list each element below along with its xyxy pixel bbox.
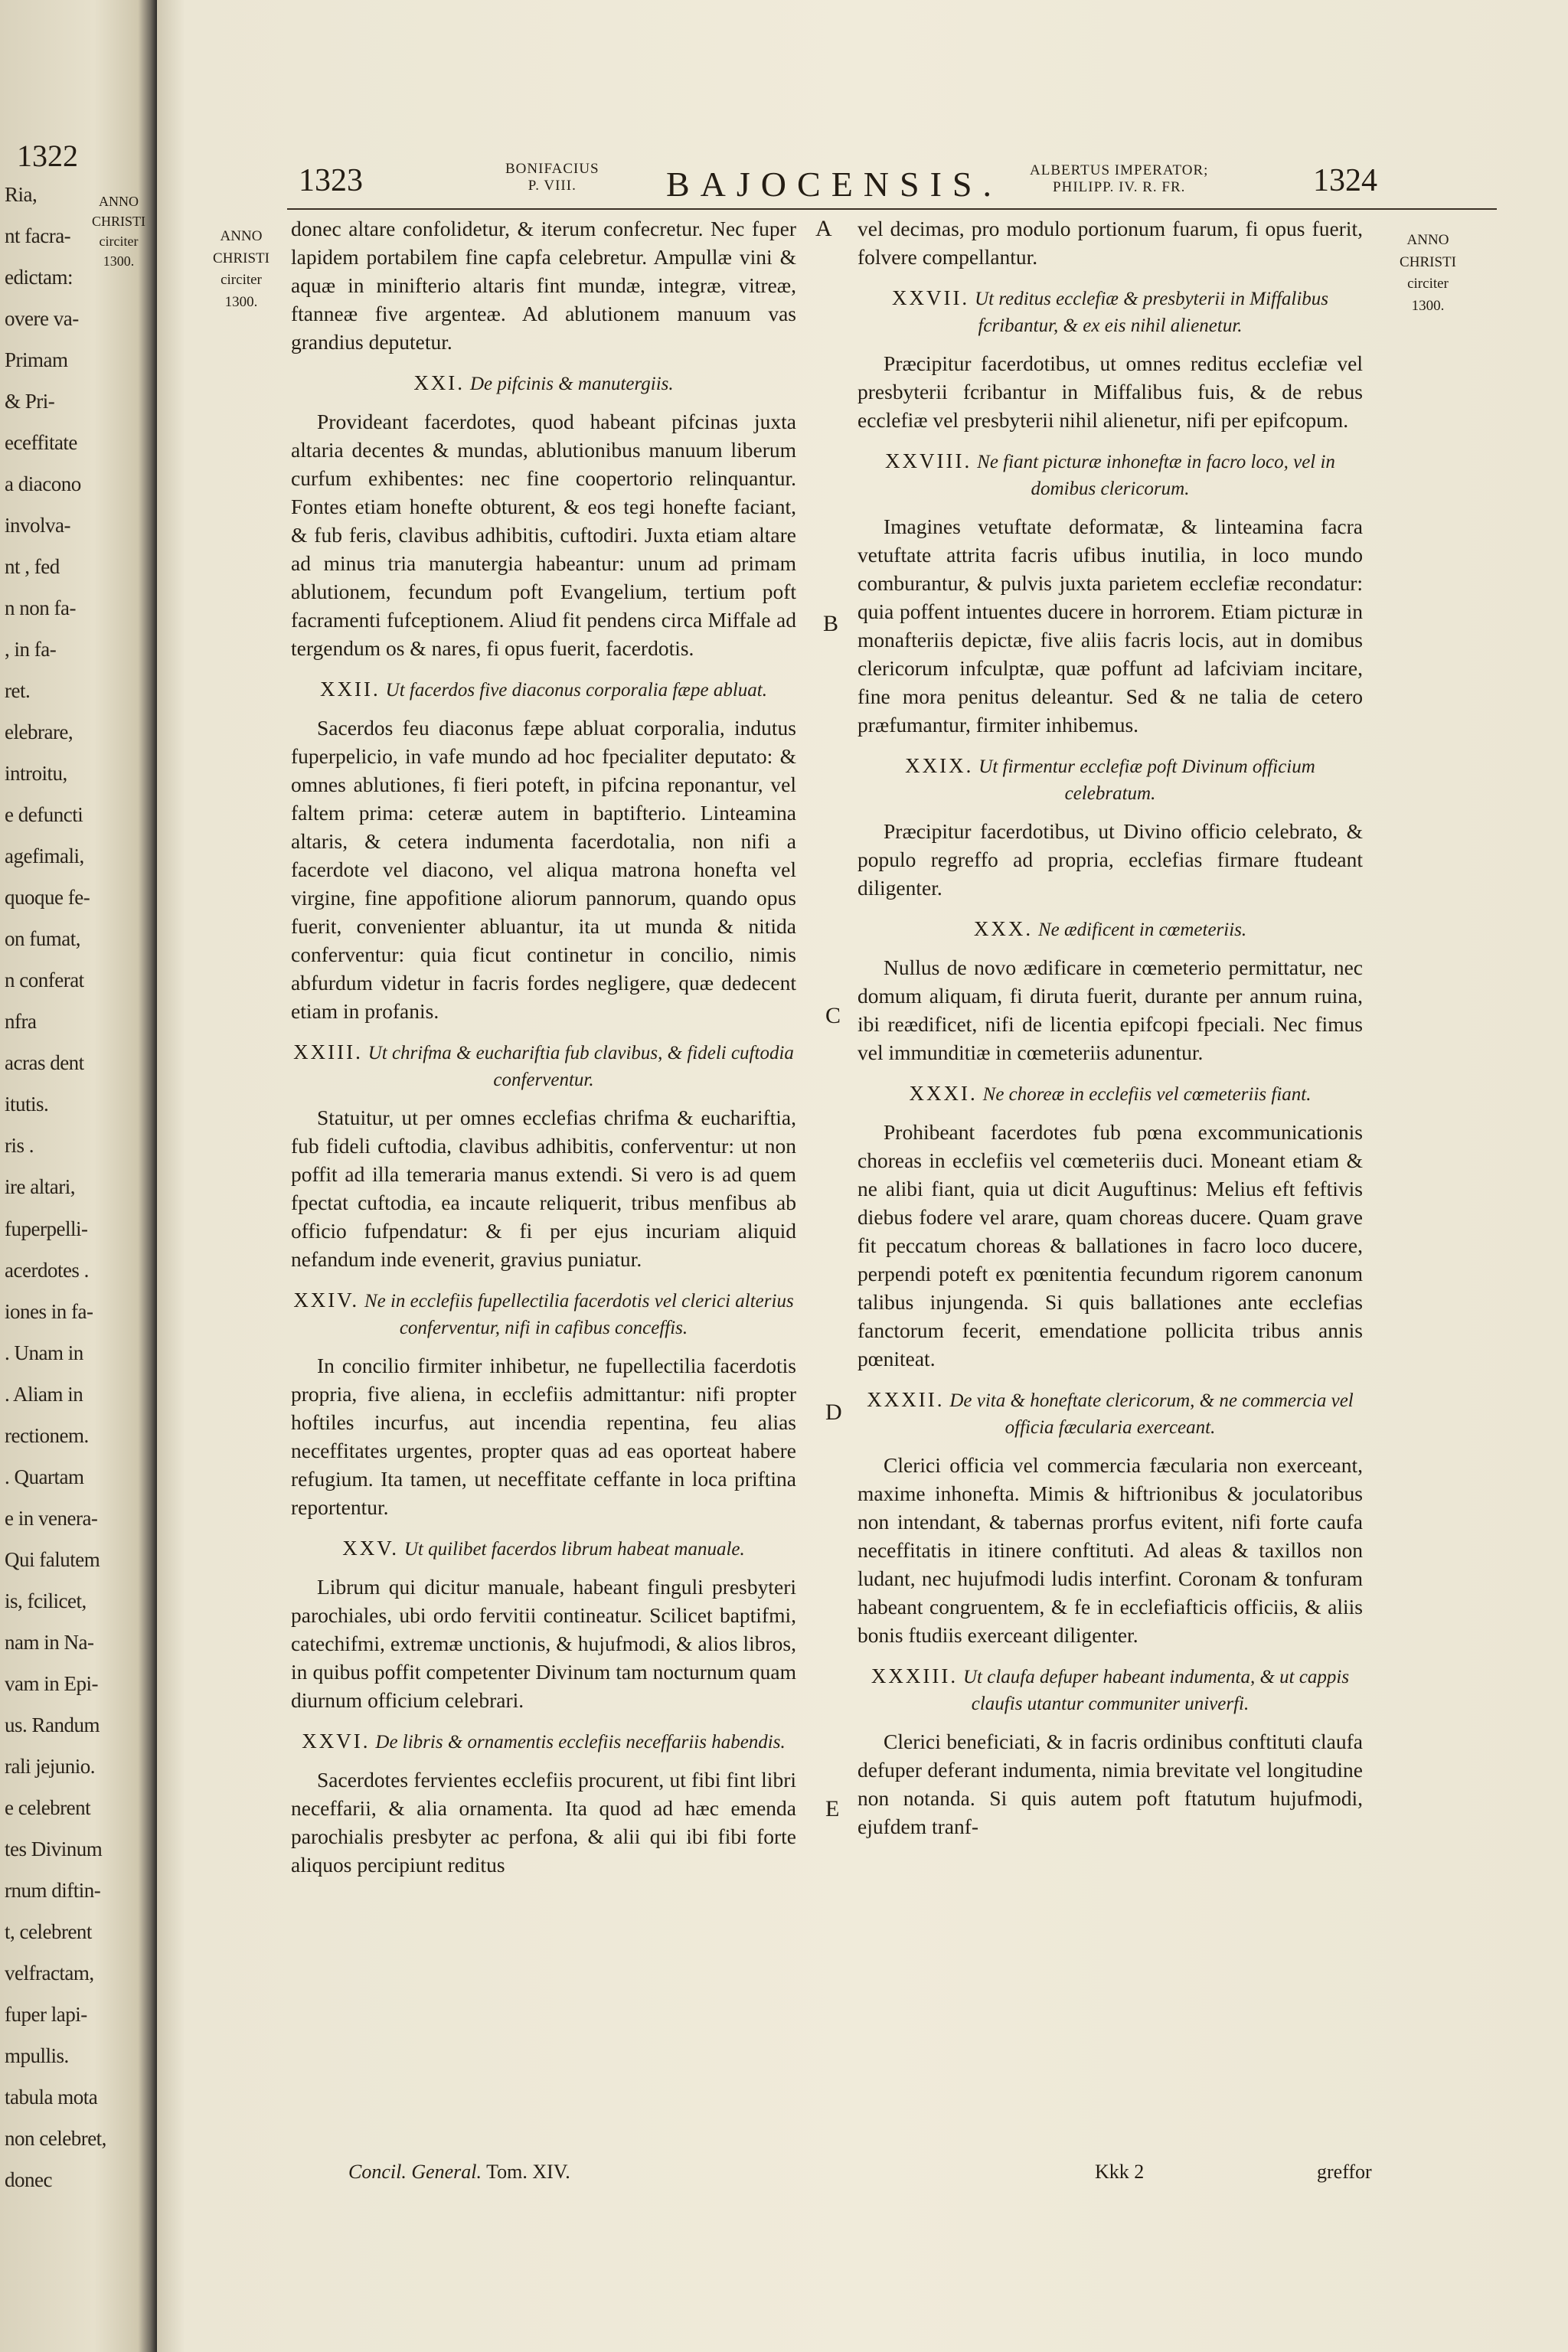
left-page-fragment-line: acerdotes . <box>5 1258 89 1282</box>
left-page-fragment-line: eceffitate <box>5 431 77 455</box>
anno-line: 1300. <box>224 293 258 310</box>
chapter-number: XXI. <box>413 371 466 394</box>
left-page-fragment-line: vam in Epi- <box>5 1671 98 1695</box>
anno-line: CHRISTI <box>1400 253 1456 270</box>
chapter-number: XXIII. <box>293 1040 363 1063</box>
left-page-fragment-line: mpullis. <box>5 2043 69 2067</box>
footer-tom: Tom. XIV. <box>486 2161 570 2183</box>
chapter-number: XXIX. <box>905 754 974 777</box>
footer-concil: Concil. General. <box>348 2161 482 2183</box>
header-albertus-line: ALBERTUS IMPERATOR; <box>1030 162 1209 178</box>
left-page-fragment-line: t, celebrent <box>5 1919 92 1943</box>
paragraph: Prohibeant facerdotes fub pœna excommunicationis choreas in ecclefiis vel cœmeteriis duci. Moneant etiam & ne alibi fiant, quia ut dicit Auguftinus: Melius eft feftivis diebus fodere vel arare, quam choreas ducere. Quam grave fit peccatum choreas & ballationes in facro loco ducere, perpendi poteft ex pœnitentia fecundum rigorem canonum talibus injungenda. Si quis ballationes ante ecclefias fanctorum fecerit, emendatione pollicita tribus annis pœniteat. <box>858 1120 1363 1370</box>
paragraph: donec altare confolidetur, & iterum confecretur. Nec fuper lapidem portabilem fine capfa celebretur. Ampullæ vini & aquæ in minifterio altaris fint mundæ, integræ, vitreæ, ftanneæ five argenteæ. Ad ablutionem manuum vas grandius deputetur. <box>291 217 796 354</box>
left-page-fragment-line: iones in fa- <box>5 1299 93 1323</box>
anno-line: ANNO <box>1406 232 1449 248</box>
paragraph: In concilio firmiter inhibetur, ne fupellectilia facerdotis propria, five aliena, in ecclefiis admittantur: nifi propter hoftiles incurfus, aut incendia repentina, feu alias neceffitates urgentes, propter quas ad eas oporteat habere refugium. Ita tamen, ut neceffitate ceffante in loca priftina reportentur. <box>291 1354 796 1519</box>
margin-letter-b: B <box>823 611 839 636</box>
header-bonifacius <box>505 161 599 194</box>
paragraph: Sacerdos feu diaconus fæpe abluat corporalia, indutus fuperpelicio, in vafe mundo ad hoc fpecialiter deputato: & omnes ablutiones, fi fieri poteft, in pifcina reponantur, vel faltem prima: ceteræ autem in baptifterio. Linteamina altaris, & cetera indumenta facerdotalia, non nifi a facerdote vel diacono, vel aliqua matrona honefta vel virgine, fine appofitione aliorum pannorum, quando opus fuerit, convenienter abluantur, ita ut munda & nitida conferventur: quia ficut continetur in concilio, nimis abfurdum videtur in facris fordes negligere, quæ dedecent etiam in profanis. <box>291 716 796 1023</box>
chapter-number: XXXII. <box>867 1388 945 1411</box>
left-page-fragment-line: tabula mota <box>5 2085 98 2109</box>
chapter-heading-31 <box>858 1080 1363 1107</box>
left-page-fragment-line: introitu, <box>5 762 67 786</box>
chapter-number: XXIV. <box>293 1289 360 1312</box>
chapter-title: De libris & ornamentis ecclefiis neceffariis habendis. <box>375 1732 786 1753</box>
left-anno-line: CHRISTI <box>91 214 145 230</box>
left-page-fragment-line: e celebrent <box>5 1795 91 1819</box>
left-page-fragment-line: . Aliam in <box>5 1382 83 1406</box>
chapter-heading-28 <box>858 448 1363 501</box>
left-anno-line: 1300. <box>103 253 135 270</box>
header-albertus <box>1030 162 1208 196</box>
page-number-left: 1323 <box>299 163 363 198</box>
left-page-fragment-line: edictam: <box>5 266 73 289</box>
left-page-fragment-line: agefimali, <box>5 844 84 868</box>
page-number-right: 1324 <box>1313 163 1377 198</box>
left-page-fragment-line: nam in Na- <box>5 1630 94 1654</box>
chapter-title: Ut firmentur ecclefiæ poft Divinum officium celebratum. <box>978 756 1315 804</box>
left-page-fragment-line: e defuncti <box>5 803 83 827</box>
chapter-number: XXVII. <box>891 286 970 309</box>
left-page-fragment-line: involva- <box>5 514 70 537</box>
chapter-title: Ne choreæ in ecclefiis vel cœmeteriis fiant. <box>982 1084 1312 1105</box>
left-page-fragment-line: ret. <box>5 679 31 703</box>
chapter-number: XXII. <box>320 678 381 701</box>
margin-letter-e: E <box>825 1796 840 1821</box>
left-page-fragment-line: nfra <box>5 1010 37 1034</box>
left-page-fragment-line: Ria, <box>5 183 38 206</box>
chapter-heading-32 <box>858 1387 1363 1440</box>
paragraph: vel decimas, pro modulo portionum fuarum, fi opus fuerit, folvere compellantur. <box>858 217 1363 269</box>
paragraph: Præcipitur facerdotibus, ut omnes reditus ecclefiæ vel presbyterii fcribantur in Miffalibus fuis, & de rebus ecclefiæ vel presbyterii nihil alienetur, nifi per epifcopum. <box>858 351 1363 432</box>
left-page-fragment-line: & Pri- <box>5 390 55 413</box>
paragraph: Nullus de novo ædificare in cœmeterio permittatur, nec domum aliquam, fi diruta fuerit, durante per annum ruina, ibi reædificet, nifi de licentia epifcopi fpeciali. Nec fimus vel immunditiæ in cœmeteriis adunentur. <box>858 956 1363 1064</box>
left-page-fragment-line: non celebret, <box>5 2126 106 2150</box>
chapter-heading-33 <box>858 1663 1363 1717</box>
left-page-edge <box>0 0 157 2352</box>
chapter-heading-25 <box>291 1535 796 1562</box>
paragraph: Clerici beneficiati, & in facris ordinibus conftituti claufa defuper deferant indumenta, nimia brevitate vel longitudine non notanda. Si quis autem poft ftatutum hujufmodi, ejufdem tranf- <box>858 1730 1363 1838</box>
chapter-heading-22 <box>291 676 796 703</box>
margin-letter-c: C <box>825 1003 841 1028</box>
right-page <box>157 0 1568 2352</box>
chapter-heading-27 <box>858 285 1363 338</box>
chapter-number: XXVIII. <box>885 449 972 472</box>
chapter-heading-29 <box>858 753 1363 806</box>
left-page-fragment-line: overe va- <box>5 307 79 331</box>
paragraph: Præcipitur facerdotibus, ut Divino officio celebrato, & populo regreffo ad propria, ecclefias firmare ftudeant diligenter. <box>858 819 1363 900</box>
paragraph: Statuitur, ut per omnes ecclefias chrifma & euchariftia, fub fideli cuftodia, clavibus adhibitis, conferventur: ut non poffit ad illa temeraria manus extendi. Si vero is ad quem fpectat cuftodia, ea incaute reliquerit, tribus menfibus ab officio fufpendatur: & fi per ejus incuriam aliquid nefandum inde evenerit, gravius puniatur. <box>291 1106 796 1271</box>
left-page-fragment-line: elebrare, <box>5 720 74 744</box>
left-page-fragment-line: itutis. <box>5 1093 49 1116</box>
anno-line: ANNO <box>220 228 263 244</box>
chapter-number: XXXI. <box>909 1082 978 1105</box>
left-page-number: 1322 <box>17 139 78 173</box>
chapter-heading-23 <box>291 1039 796 1093</box>
paragraph: Imagines vetuftate deformatæ, & linteamina facra vetuftate attrita facris ufibus inutilia, in loco mundo comburantur, & pulvis juxta parietem ecclefiæ recondatur: quia poffent intuentes ducere in horrorem. Etiam picturæ in monafteriis depictæ, five aliis facris locis, aut in domibus clericorum infculptæ, quæ poffunt ad lafciviam incitare, fine mora penitus deleantur. Sed & ne talia de cetero præfumantur, firmiter inhibemus. <box>858 514 1363 737</box>
header-bonifacius-line: BONIFACIUS <box>505 161 599 177</box>
margin-letter-d: D <box>825 1400 842 1425</box>
left-page-fragment-line: fuperpelli- <box>5 1217 88 1240</box>
left-page-fragment-line: nt , fed <box>5 555 60 579</box>
paragraph: Sacerdotes fervientes ecclefiis procurent, ut fibi fint libri neceffarii, & alia ornamenta. Ita quod ad hæc emenda parochialis presbyter ac perfona, & alii qui ibi fibi forte aliquos percipiunt reditus <box>291 1768 796 1877</box>
chapter-title: Ne fiant picturæ inhoneftæ in facro loco, vel in domibus clericorum. <box>977 452 1335 499</box>
chapter-heading-21 <box>291 370 796 397</box>
footer-catchword: greffor <box>1317 2161 1372 2183</box>
left-page-fragment-line: on fumat, <box>5 927 80 951</box>
left-page-fragment-line: is, fcilicet, <box>5 1589 87 1612</box>
left-page-fragment-line: a diacono <box>5 472 81 496</box>
left-page-fragment-line: ris . <box>5 1134 34 1158</box>
left-page-fragment-line: quoque fe- <box>5 886 90 910</box>
footer-imprint <box>348 2161 570 2184</box>
chapter-title: Ne ædificent in cœmeteriis. <box>1037 920 1247 940</box>
paragraph: Librum qui dicitur manuale, habeant finguli presbyteri parochiales, ubi ordo fervitii contineatur. Scilicet baptifmi, catechifmi, extremæ unctionis, & hujufmodi, & alios libros, in quibus poffit competenter Divinum tam nocturnum quam diurnum officium celebrari. <box>291 1575 796 1712</box>
chapter-heading-30 <box>858 916 1363 942</box>
paragraph: Clerici officia vel commercia fæcularia non exerceant, maxime inhonefta. Mimis & hiftrionibus & joculatoribus non intendant, & tabernas prorfus evitent, nifi forte caufa neceffitatis in itinere conftituti. Ad aleas & taxillos non ludant, nec hujufmodi ludis interfint. Coronam & tonfuram habeant congruentem, & fe in ecclefiafticis officiis, & aliis bonis ftudiis exerceant diligenter. <box>858 1453 1363 1647</box>
left-page-anno <box>84 191 153 271</box>
anno-line: CHRISTI <box>213 250 270 266</box>
chapter-heading-24 <box>291 1287 796 1341</box>
chapter-number: XXXIII. <box>871 1664 959 1687</box>
left-page-fragment-line: fuper lapi- <box>5 2002 87 2026</box>
left-page-fragment-line: donec <box>5 2167 52 2191</box>
chapter-title: Ut reditus ecclefiæ & presbyterii in Miffalibus fcribantur, & ex eis nihil alienetur. <box>975 289 1329 336</box>
left-page-fragment-line: . Unam in <box>5 1341 83 1364</box>
left-page-fragment-line: n conferat <box>5 969 84 992</box>
chapter-title: Ut facerdos five diaconus corporalia fæpe abluat. <box>385 680 767 701</box>
left-page-fragment-line: . Quartam <box>5 1465 84 1488</box>
footer-signature: Kkk 2 <box>1095 2161 1145 2183</box>
header-rule <box>287 208 1497 210</box>
header-bonifacius-line: P. VIII. <box>528 177 577 194</box>
paragraph: Provideant facerdotes, quod habeant pifcinas juxta altaria decentes & mundas, ablutionibus manuum liberum curfum exhibentes: nec fine coopertorio relinquantur. Fontes etiam honefte obturent, & eos tegi honefte faciant, & fub feris, clavibus adhibitis, cuftodiri. Juxta etiam altare ad minus tria manutergia habeantur: unum ad primam ablutionem, fecundum poft Evangelium, tertium poft facramenti fufceptionem. Aliud fit pendens circa Miffale ad tergendum os & nares, fi opus fuerit, facerdotis. <box>291 410 796 660</box>
chapter-heading-26 <box>291 1728 796 1755</box>
chapter-title: De vita & honeftate clericorum, & ne commercia vel officia fæcularia exerceant. <box>949 1390 1354 1438</box>
left-page-fragment-line: nt facra- <box>5 224 71 248</box>
left-page-fragment-line: acras dent <box>5 1051 84 1075</box>
right-column <box>858 214 1363 1841</box>
chapter-title: Ut quilibet facerdos librum habeat manuale. <box>403 1539 745 1560</box>
left-page-fragment-line: Primam <box>5 348 68 372</box>
left-anno-line: circiter <box>99 234 139 250</box>
left-page-fragment-line: , in fa- <box>5 638 57 662</box>
chapter-title: Ut claufa defuper habeant indumenta, & ut cappis claufis utantur communiter univerfi. <box>963 1667 1350 1714</box>
chapter-number: XXX. <box>973 917 1034 940</box>
left-page-fragment-line: Qui falutem <box>5 1547 100 1571</box>
left-column <box>291 214 796 1879</box>
left-anno-line: ANNO <box>99 194 139 209</box>
chapter-title: Ne in ecclefiis fupellectilia facerdotis vel clerici alterius conferventur, nifi in cafibus conceffis. <box>364 1291 794 1338</box>
left-page-fragment-line: rectionem. <box>5 1423 89 1447</box>
left-page-fragment-line: velfractam, <box>5 1961 94 1984</box>
anno-line: circiter <box>220 272 262 288</box>
header-albertus-line: PHILIPP. IV. R. FR. <box>1053 178 1186 195</box>
anno-christi-right <box>1382 230 1474 317</box>
left-page-fragment-line: rali jejunio. <box>5 1754 95 1778</box>
chapter-title: De pifcinis & manutergiis. <box>469 374 674 394</box>
chapter-number: XXVI. <box>302 1730 371 1753</box>
anno-line: 1300. <box>1411 297 1445 314</box>
left-page-fragment-line: us. Randum <box>5 1713 100 1736</box>
anno-line: circiter <box>1407 276 1449 292</box>
chapter-title: Ut chrifma & euchariftia fub clavibus, & fideli cuftodia conferventur. <box>368 1043 794 1090</box>
margin-letter-a: A <box>815 216 832 241</box>
left-page-fragment-line: rnum diftin- <box>5 1878 101 1902</box>
left-page-fragment-line: tes Divinum <box>5 1837 103 1860</box>
left-page-fragment-line: ire altari, <box>5 1175 75 1199</box>
anno-christi-left <box>199 226 283 313</box>
chapter-number: XXV. <box>342 1537 399 1560</box>
left-page-fragment-line: n non fa- <box>5 596 76 620</box>
running-title: BAJOCENSIS. <box>666 165 1003 204</box>
left-page-fragment-line: e in venera- <box>5 1506 98 1530</box>
